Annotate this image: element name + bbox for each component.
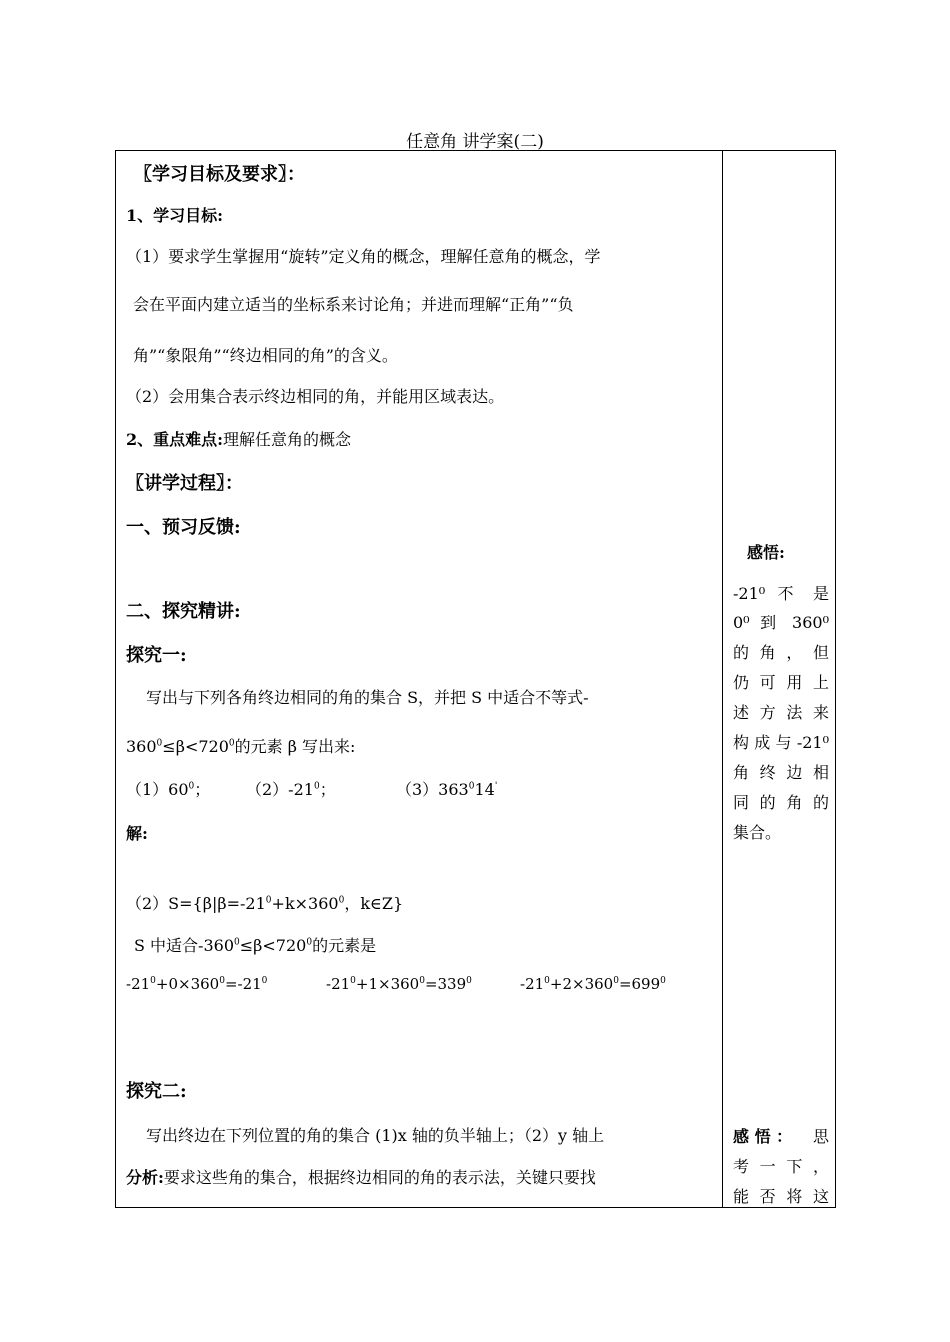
solution-elements-a: S 中适合-360: [134, 936, 234, 955]
item-1-text: （1）60: [126, 780, 189, 799]
calc-1-b: +0×360: [155, 975, 220, 993]
item-2: [246, 777, 336, 800]
solution-elements-c: 的元素是: [312, 936, 377, 955]
note1-line: 0⁰ 到 360⁰: [733, 613, 829, 632]
calc-2-c: =339: [424, 975, 467, 993]
note1-line: 构成与-21⁰: [733, 733, 829, 752]
goal1-paragraph-line2: 会在平面内建立适当的坐标系来讨论角；并进而理解“正角”“负: [133, 295, 574, 314]
note1-title: 感悟:: [747, 543, 785, 562]
goal1-paragraph-line1: （1）要求学生掌握用“旋转”定义角的概念，理解任意角的概念，学: [126, 247, 601, 266]
note2-line: 考 一 下 ，: [733, 1157, 829, 1176]
calc-2-a: -21: [326, 975, 351, 993]
calc-2-b: +1×360: [355, 975, 420, 993]
degree-mark: 0: [228, 738, 235, 749]
analysis-label: 分析:: [126, 1168, 164, 1187]
note1-line: 同 的 角 的: [733, 793, 829, 812]
explore1-line1: 写出与下列各角终边相同的角的集合 S，并把 S 中适合不等式-: [146, 688, 589, 707]
goal2-text: 理解任意角的概念: [223, 430, 352, 449]
goals-header: 〖学习目标及要求〗：: [134, 164, 305, 185]
calc-2: [326, 975, 472, 993]
degree-mark: 0: [660, 976, 666, 986]
calc-3: [520, 975, 666, 993]
note1-line: -21⁰ 不 是: [733, 584, 829, 603]
explore1-line2-c: 的元素 β 写出来:: [234, 737, 356, 756]
note2-title: 感 悟 ：: [733, 1127, 793, 1146]
note2-title-line: [733, 1124, 829, 1147]
goal1-paragraph2: （2）会用集合表示终边相同的角，并能用区域表达。: [126, 387, 505, 406]
content-table: [115, 150, 836, 1208]
analysis-text: 要求这些角的集合，根据终边相同的角的表示法，关键只要找: [163, 1168, 596, 1187]
degree-mark: 0: [544, 976, 550, 986]
calc-3-b: +2×360: [549, 975, 614, 993]
note1-line: 集合。: [733, 823, 782, 842]
explore-header: 二、探究精讲:: [126, 601, 241, 622]
item-3-text: （3）363: [396, 780, 469, 799]
item-1-end: ；: [194, 780, 211, 799]
note2-title-cont: 思: [812, 1127, 829, 1146]
item-3: [396, 777, 497, 800]
goal2-label: 2、重点难点:: [126, 430, 224, 449]
item-1: [126, 777, 210, 800]
document-title: 任意角 讲学案(二): [406, 132, 544, 152]
note2-line: 能 否 将 这: [733, 1187, 829, 1206]
solution-elements-b: ≤β<720: [239, 936, 307, 955]
goal1-label: 1、学习目标:: [126, 206, 224, 225]
item-2-end: ；: [319, 780, 336, 799]
degree-mark: 0: [219, 976, 225, 986]
process-header: 〖讲学过程〗：: [126, 473, 243, 494]
preview-header: 一、预习反馈:: [126, 517, 241, 538]
calc-1-a: -21: [126, 975, 151, 993]
solution-set-b: +k×360: [271, 894, 339, 913]
degree-mark: 0: [265, 895, 272, 906]
note1-line: 角 终 边 相: [733, 763, 829, 782]
notes-column: [723, 151, 835, 1207]
explore1-line2-a: 360: [126, 737, 157, 756]
calc-1-c: =-21: [224, 975, 262, 993]
note1-line: 述 方 法 来: [733, 703, 829, 722]
explore2-title: 探究二:: [126, 1081, 187, 1102]
degree-mark: 0: [613, 976, 619, 986]
solution-set-a: （2）S={β|β=-21: [126, 894, 266, 913]
explore1-line2-b: ≤β<720: [162, 737, 229, 756]
degree-mark: 0: [313, 781, 320, 792]
solution-set-c: ，k∈Z}: [344, 894, 404, 913]
degree-mark: 0: [150, 976, 156, 986]
main-column: [116, 151, 722, 1207]
degree-mark: 0: [338, 895, 345, 906]
solution-elements: [134, 933, 376, 956]
goal2-line: [126, 427, 351, 450]
note1-line: 仍 可 用 上: [733, 673, 829, 692]
solution-label: 解:: [126, 824, 148, 843]
explore2-text: 写出终边在下列位置的角的集合 (1)x 轴的负半轴上；（2）y 轴上: [146, 1126, 605, 1145]
explore1-line2: [126, 734, 355, 757]
item-2-text: （2）-21: [246, 780, 314, 799]
degree-mark: 0: [350, 976, 356, 986]
degree-mark: 0: [156, 738, 163, 749]
degree-mark: 0: [306, 937, 313, 948]
analysis-line: [126, 1165, 596, 1188]
minute-mark: ': [494, 781, 498, 792]
solution-set: [126, 891, 403, 914]
calc-1: [126, 975, 267, 993]
degree-mark: 0: [466, 976, 472, 986]
calc-3-a: -21: [520, 975, 545, 993]
goal1-paragraph-line3: 角”“象限角”“终边相同的角”的含义。: [133, 346, 398, 365]
calc-3-c: =699: [618, 975, 661, 993]
degree-mark: 0: [188, 781, 195, 792]
item-3-min: 14: [474, 780, 495, 799]
degree-mark: 0: [234, 937, 240, 948]
explore1-title: 探究一:: [126, 645, 187, 666]
degree-mark: 0: [468, 781, 475, 792]
degree-mark: 0: [261, 976, 268, 986]
degree-mark: 0: [419, 976, 425, 986]
note1-line: 的 角 ， 但: [733, 643, 829, 662]
